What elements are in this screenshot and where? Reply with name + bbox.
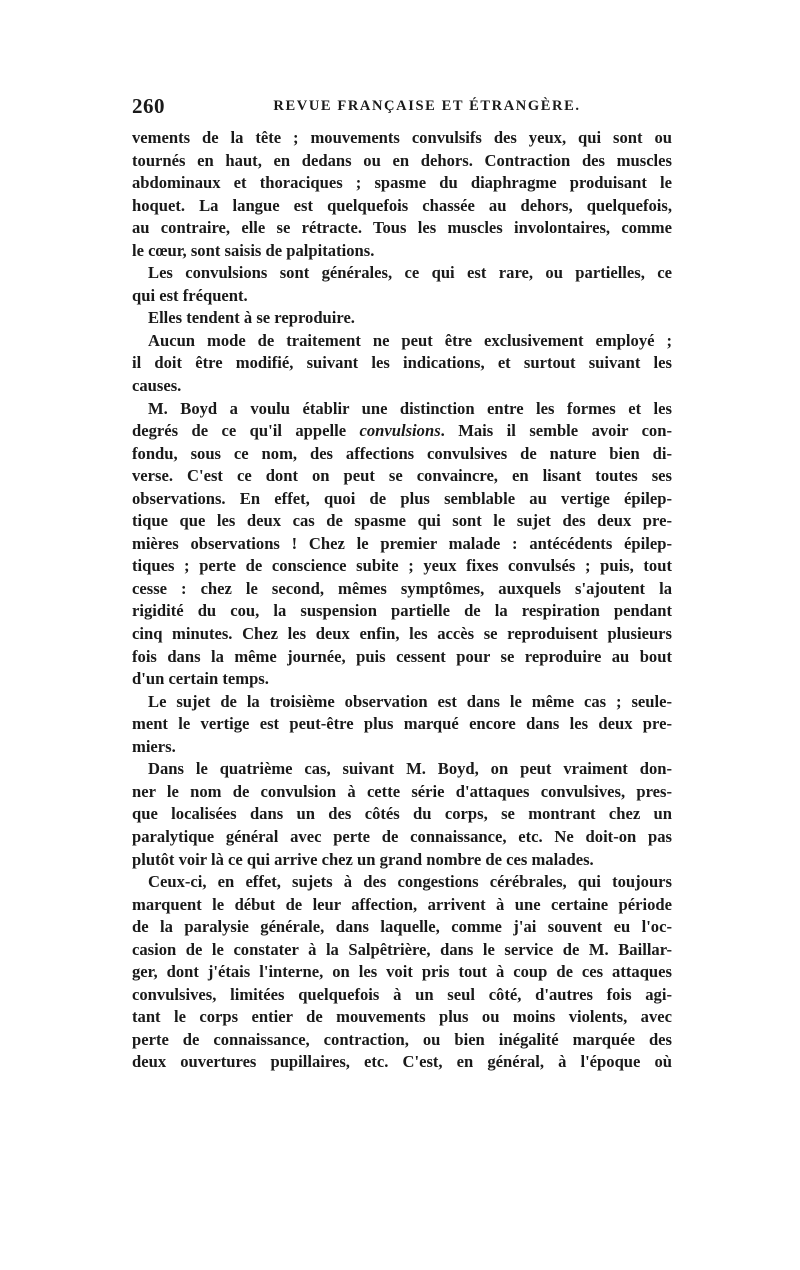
text-line: le cœur, sont saisis de palpitations. <box>132 240 375 260</box>
text-line: tant le corps entier de mouvements plus ou moins violents, avec <box>132 1007 672 1027</box>
text-fragment: degrés de ce qu'il appelle <box>132 421 360 441</box>
text-line: hoquet. La langue est quelquefois chassée au dehors, quelquefois, <box>132 195 672 215</box>
text-line: ment le vertige est peut-être plus marqué encore dans les deux pre- <box>132 714 672 734</box>
text-line: rigidité du cou, la suspension partielle de la respiration pendant <box>132 601 672 621</box>
text-line: Dans le quatrième cas, suivant M. Boyd, on peut vraiment don- <box>148 759 672 779</box>
text-line: Les convulsions sont générales, ce qui est rare, ou partielles, ce <box>148 263 672 283</box>
text-line: paralytique général avec perte de connaissance, etc. Ne doit-on pas <box>132 826 672 846</box>
text-line: tiques ; perte de conscience subite ; yeux fixes convulsés ; puis, tout <box>132 556 672 576</box>
text-line: causes. <box>132 376 182 396</box>
paragraph <box>132 758 672 871</box>
text-line: deux ouvertures pupillaires, etc. C'est, en général, à l'époque où <box>132 1052 672 1072</box>
text-fragment: . Mais il semble avoir con- <box>440 421 672 441</box>
text-line: de la paralysie générale, dans laquelle, comme j'ai souvent eu l'oc- <box>132 917 672 937</box>
page-number: 260 <box>132 94 165 118</box>
text-line: perte de connaissance, contraction, ou bien inégalité marquée des <box>132 1029 672 1049</box>
text-line: fondu, sous ce nom, des affections convulsives de nature bien di- <box>132 443 672 463</box>
text-line: abdominaux et thoraciques ; spasme du diaphragme produisant le <box>132 173 672 193</box>
paragraph <box>132 330 672 398</box>
text-line: cinq minutes. Chez les deux enfin, les accès se reproduisent plusieurs <box>132 624 672 644</box>
paragraph <box>132 307 672 330</box>
text-line: convulsives, limitées quelquefois à un seul côté, d'autres fois agi- <box>132 984 672 1004</box>
text-line: d'un certain temps. <box>132 669 269 689</box>
text-line: fois dans la même journée, puis cessent pour se reproduire au bout <box>132 646 672 666</box>
text-line: au contraire, elle se rétracte. Tous les muscles involontaires, comme <box>132 218 672 238</box>
paragraph <box>132 691 672 759</box>
paragraph <box>132 262 672 307</box>
text-line: cesse : chez le second, mêmes symptômes, auxquels s'ajoutent la <box>132 578 672 598</box>
text-line <box>132 420 672 443</box>
running-title: REVUE FRANÇAISE ET ÉTRANGÈRE. <box>273 98 581 114</box>
text-line: observations. En effet, quoi de plus semblable au vertige épilep- <box>132 488 672 508</box>
body-text <box>132 127 672 1074</box>
text-line: il doit être modifié, suivant les indications, et surtout suivant les <box>132 353 672 373</box>
text-line: casion de le constater à la Salpêtrière, dans le service de M. Baillar- <box>132 939 672 959</box>
text-line: M. Boyd a voulu établir une distinction entre les formes et les <box>148 398 672 418</box>
text-line: plutôt voir là ce qui arrive chez un grand nombre de ces malades. <box>132 849 594 869</box>
text-line: mières observations ! Chez le premier malade : antécédents épilep- <box>132 533 672 553</box>
text-line: ger, dont j'étais l'interne, on les voit pris tout à coup de ces attaques <box>132 962 672 982</box>
text-line: Le sujet de la troisième observation est dans le même cas ; seule- <box>148 691 672 711</box>
text-line: que localisées dans un des côtés du corps, se montrant chez un <box>132 804 672 824</box>
text-line: ner le nom de convulsion à cette série d'attaques convulsives, pres- <box>132 781 672 801</box>
text-line: marquent le début de leur affection, arrivent à une certaine période <box>132 894 672 914</box>
text-line: vements de la tête ; mouvements convulsifs des yeux, qui sont ou <box>132 128 672 147</box>
text-line: miers. <box>132 736 176 756</box>
paragraph <box>132 398 672 691</box>
paragraph <box>132 127 672 262</box>
emphasis-convulsions: convulsions <box>359 421 441 441</box>
paragraph <box>132 871 672 1074</box>
text-line: Ceux-ci, en effet, sujets à des congestions cérébrales, qui toujours <box>148 872 672 892</box>
text-line: Elles tendent à se reproduire. <box>148 308 355 328</box>
text-line: qui est fréquent. <box>132 285 248 305</box>
text-line: tique que les deux cas de spasme qui sont le sujet des deux pre- <box>132 511 672 531</box>
text-line: Aucun mode de traitement ne peut être exclusivement employé ; <box>148 330 672 350</box>
page-header <box>132 94 672 120</box>
text-line: verse. C'est ce dont on peut se convaincre, en lisant toutes ses <box>132 466 672 486</box>
text-line: tournés en haut, en dedans ou en dehors. Contraction des muscles <box>132 150 672 170</box>
